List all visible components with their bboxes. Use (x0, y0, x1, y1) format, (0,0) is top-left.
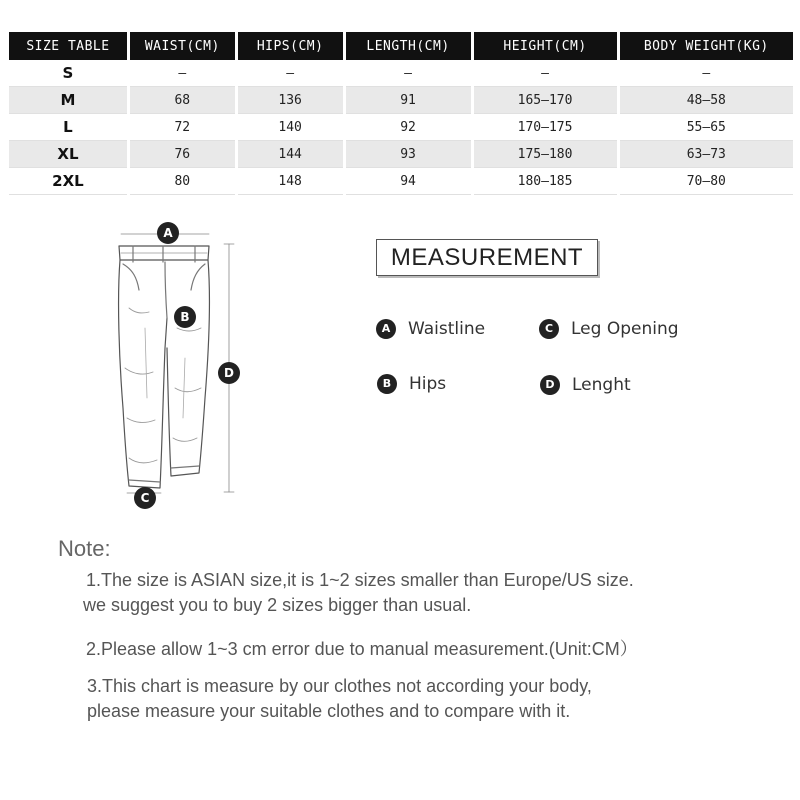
size-cell: S (9, 60, 127, 87)
height-cell: 170–175 (474, 114, 617, 141)
weight-cell: 63–73 (620, 141, 793, 168)
height-cell: 180–185 (474, 168, 617, 195)
table-row (9, 87, 793, 114)
weight-cell: 55–65 (620, 114, 793, 141)
header-size-table: SIZE TABLE (9, 32, 127, 60)
hips-cell: 140 (238, 114, 343, 141)
table-header-row (9, 32, 793, 60)
legend-hips (377, 374, 446, 394)
table-row (9, 141, 793, 168)
marker-c: C (134, 487, 156, 509)
note-line-2: 2.Please allow 1~3 cm error due to manual measurement.(Unit:CM） (86, 639, 638, 659)
hips-cell: 144 (238, 141, 343, 168)
table-row (9, 114, 793, 141)
legend-length (540, 375, 631, 395)
note-line-3b: please measure your suitable clothes and to compare with it. (87, 701, 571, 721)
height-cell: 165–170 (474, 87, 617, 114)
header-hips: HIPS(CM) (238, 32, 343, 60)
table-row (9, 60, 793, 87)
hips-cell: 136 (238, 87, 343, 114)
header-length: LENGTH(CM) (346, 32, 471, 60)
size-cell: L (9, 114, 127, 141)
size-cell: XL (9, 141, 127, 168)
length-cell: 91 (346, 87, 471, 114)
waist-cell: 72 (130, 114, 235, 141)
legend-label: Waistline (408, 319, 486, 339)
size-cell: 2XL (9, 168, 127, 195)
table-row (9, 168, 793, 195)
header-waist: WAIST(CM) (130, 32, 235, 60)
legend-marker-c: C (539, 319, 559, 339)
weight-cell: 48–58 (620, 87, 793, 114)
size-cell: M (9, 87, 127, 114)
hips-cell: – (238, 60, 343, 87)
measurement-title: MEASUREMENT (376, 239, 598, 276)
length-cell: – (346, 60, 471, 87)
legend-leg-opening (539, 319, 679, 339)
length-cell: 92 (346, 114, 471, 141)
hips-cell: 148 (238, 168, 343, 195)
note-title: Note: (58, 536, 111, 561)
marker-d: D (218, 362, 240, 384)
legend-marker-b: B (377, 374, 397, 394)
legend-waistline (376, 319, 485, 339)
pants-diagram (105, 218, 255, 513)
waist-cell: 80 (130, 168, 235, 195)
legend-label: Leg Opening (571, 319, 679, 339)
length-cell: 94 (346, 168, 471, 195)
length-cell: 93 (346, 141, 471, 168)
waist-cell: 68 (130, 87, 235, 114)
header-height: HEIGHT(CM) (474, 32, 617, 60)
note-line-3: 3.This chart is measure by our clothes not according your body, (87, 676, 592, 696)
marker-a: A (157, 222, 179, 244)
size-table (6, 32, 796, 195)
legend-label: Hips (409, 374, 447, 394)
waist-cell: – (130, 60, 235, 87)
header-body-weight: BODY WEIGHT(KG) (620, 32, 793, 60)
note-line-1: 1.The size is ASIAN size,it is 1~2 sizes smaller than Europe/US size. (86, 570, 634, 590)
height-cell: – (474, 60, 617, 87)
marker-b: B (174, 306, 196, 328)
legend-marker-d: D (540, 375, 560, 395)
waist-cell: 76 (130, 141, 235, 168)
legend-label: Lenght (572, 375, 631, 395)
weight-cell: 70–80 (620, 168, 793, 195)
weight-cell: – (620, 60, 793, 87)
height-cell: 175–180 (474, 141, 617, 168)
note-line-1b: we suggest you to buy 2 sizes bigger than usual. (83, 595, 472, 615)
legend-marker-a: A (376, 319, 396, 339)
